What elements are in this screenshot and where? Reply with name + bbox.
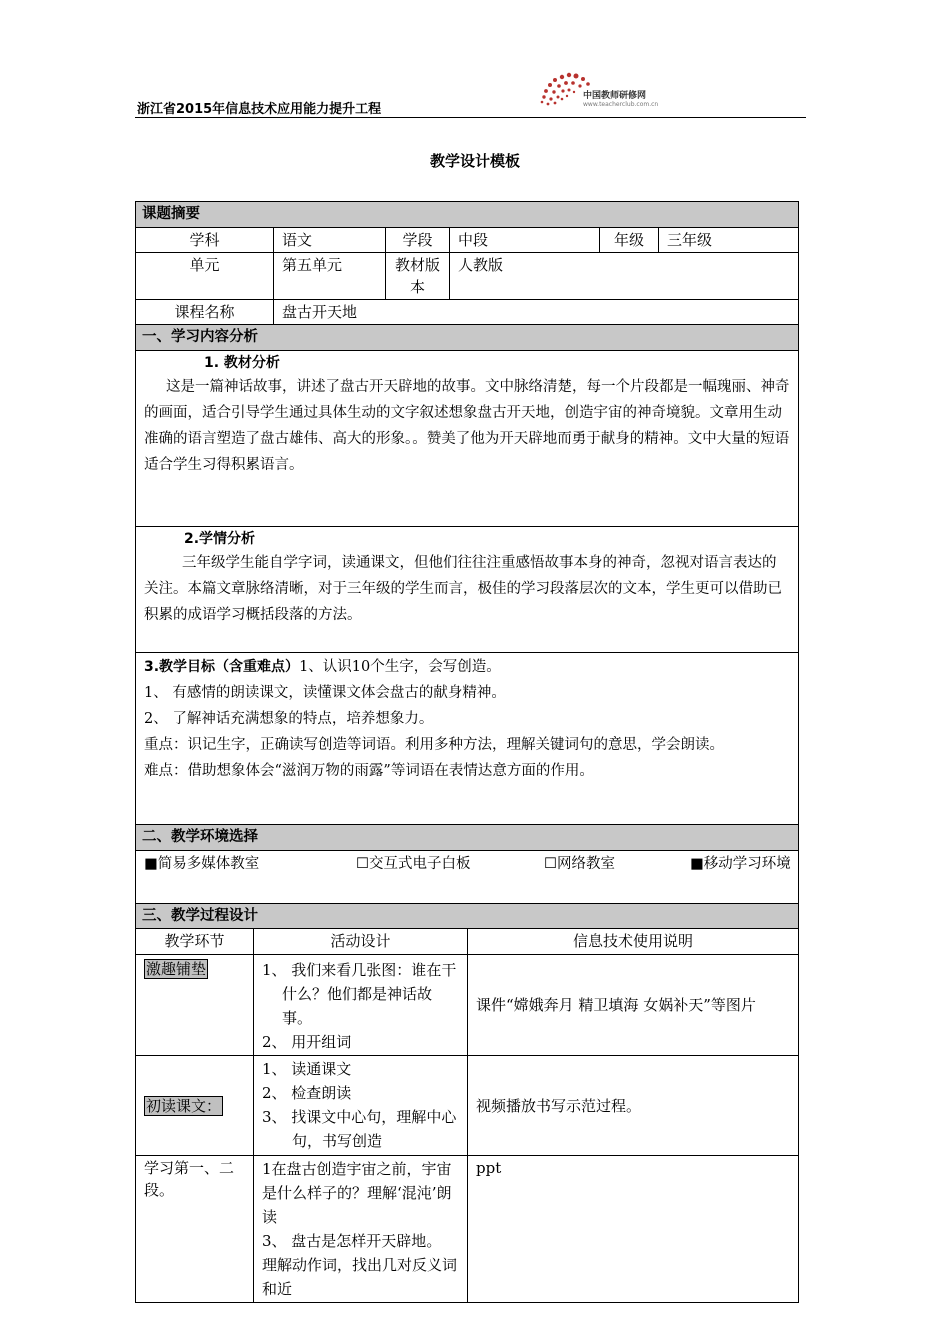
course-label: 课程名称 xyxy=(136,300,274,325)
process-stage-1 xyxy=(136,955,254,1056)
col-header-stage: 教学环节 xyxy=(136,929,254,955)
difficult-points: 难点：借助想象体会“滋润万物的雨露”等词语在表情达意方面的作用。 xyxy=(144,763,594,779)
header-title: 浙江省2015年信息技术应用能力提升工程 xyxy=(137,102,382,117)
col-header-activity: 活动设计 xyxy=(254,929,468,955)
activity-item: 1、 我们来看几张图：谁在干什么？他们都是神话故事。 xyxy=(262,961,457,1027)
grade-value: 三年级 xyxy=(659,228,799,253)
activity-item: 理解动作词，找出几对反义词和近 xyxy=(262,1256,458,1298)
material-analysis-heading: 1. 教材分析 xyxy=(204,355,280,371)
section-environment-heading: 二、教学环境选择 xyxy=(136,825,799,851)
col-header-tech: 信息技术使用说明 xyxy=(468,929,799,955)
process-activity-1 xyxy=(254,955,468,1056)
learner-analysis-cell xyxy=(136,527,799,653)
env-option-whiteboard: ☐交互式电子白板 xyxy=(356,856,471,872)
document-title: 教学设计模板 xyxy=(429,152,520,170)
activity-item: 1、 读通课文 xyxy=(262,1060,352,1078)
environment-options-cell xyxy=(136,851,799,904)
teaching-goals-cell xyxy=(136,653,799,825)
process-activity-3 xyxy=(254,1156,468,1303)
env-option-network: ☐网络教室 xyxy=(544,856,615,872)
edition-label: 教材版本 xyxy=(386,253,450,300)
env-option-mobile-text: ■移动学习环境 xyxy=(690,856,791,872)
process-tech-2: 视频播放书写示范过程。 xyxy=(468,1056,799,1156)
key-points: 重点：识记生字，正确读写创造等词语。利用多种方法，理解关键词句的意思，学会朗读。 xyxy=(144,737,724,753)
activity-item: 3、 盘古是怎样开天辟地。 xyxy=(262,1232,442,1250)
subject-value: 语文 xyxy=(274,228,386,253)
stage-label: 学段 xyxy=(386,228,450,253)
activity-item: 2、 检查朗读 xyxy=(262,1084,352,1102)
stage-label-highlight: 初读课文： xyxy=(146,1096,222,1115)
subject-label: 学科 xyxy=(136,228,274,253)
material-analysis-cell xyxy=(136,351,799,527)
unit-label: 单元 xyxy=(136,253,274,300)
learner-analysis-heading: 2.学情分析 xyxy=(184,531,256,547)
process-stage-3: 学习第一、二段。 xyxy=(136,1156,254,1303)
stage-value: 中段 xyxy=(450,228,600,253)
section-summary-heading: 课题摘要 xyxy=(136,202,799,228)
lesson-design-table xyxy=(135,201,799,1303)
env-option-mobile xyxy=(690,852,795,877)
activity-item: 1在盘古创造宇宙之前，宇宙是什么样子的？理解‘混沌’朗读 xyxy=(262,1160,452,1226)
stage-label-highlight: 激趣铺垫 xyxy=(146,960,207,978)
edition-value: 人教版 xyxy=(450,253,799,300)
activity-item: 2、 用开组词 xyxy=(262,1033,352,1051)
grade-label: 年级 xyxy=(600,228,659,253)
env-option-multimedia: ■简易多媒体教室 xyxy=(144,856,260,872)
section-analysis-heading: 一、学习内容分析 xyxy=(136,325,799,351)
process-stage-2 xyxy=(136,1056,254,1156)
activity-item: 3、 找课文中心句，理解中心句，书写创造 xyxy=(262,1108,457,1150)
material-analysis-text: 这是一篇神话故事，讲述了盘古开天辟地的故事。文中脉络清楚，每一个片段都是一幅瑰丽、神奇的画面，适合引导学生通过具体生动的文字叙述想象盘古开天地，创造宇宙的神奇境貌。文章用生动准确的语言塑造了盘古雄伟、高大的形象。。赞美了他为开天辟地而勇于献身的精神。文中大量的短语适合学生习得积累语言。 xyxy=(144,379,790,473)
learner-analysis-text: 三年级学生能自学字词，读通课文，但他们往往注重感悟故事本身的神奇，忽视对语言表达的关注。本篇文章脉络清晰，对于三年级的学生而言，极佳的学习段落层次的文本，学生更可以借助已积累的成语学习概括段落的方法。 xyxy=(144,555,782,623)
teaching-goals-heading: 3.教学目标（含重难点） xyxy=(144,659,300,675)
goal-item-2: 2、 了解神话充满想象的特点，培养想象力。 xyxy=(144,711,434,727)
header-divider xyxy=(135,117,806,118)
unit-value: 第五单元 xyxy=(274,253,386,300)
process-tech-1: 课件“嫦娥奔月 精卫填海 女娲补天”等图片 xyxy=(468,955,799,1056)
process-tech-3: ppt xyxy=(468,1156,799,1303)
process-activity-2 xyxy=(254,1056,468,1156)
section-process-heading: 三、教学过程设计 xyxy=(136,904,799,929)
logo-name: 中国教师研修网 xyxy=(583,91,647,101)
goal-item-1: 1、 有感情的朗读课文，读懂课文体会盘古的献身精神。 xyxy=(144,685,506,701)
logo-url: www.teacherclub.com.cn xyxy=(583,101,659,108)
goal-first: 1、认识10个生字，会写创造。 xyxy=(299,659,501,675)
course-value: 盘古开天地 xyxy=(274,300,799,325)
